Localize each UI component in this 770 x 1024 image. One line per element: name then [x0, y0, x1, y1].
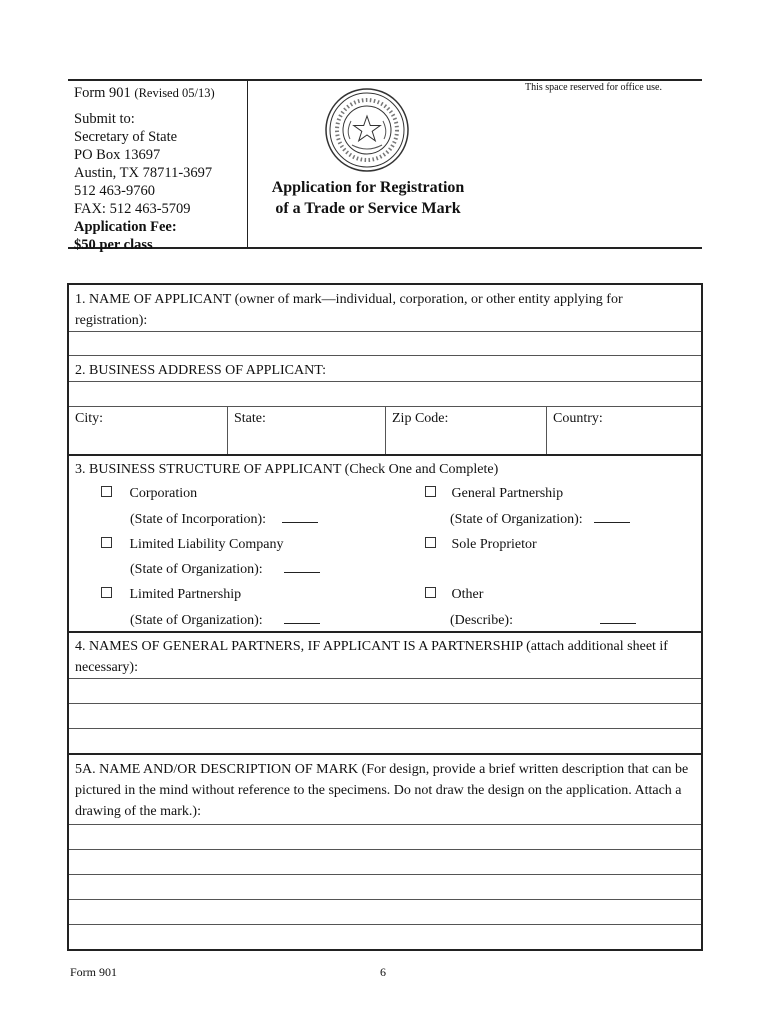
state-field[interactable] — [228, 407, 385, 454]
divider — [69, 355, 701, 356]
other-describe-line: (Describe): — [450, 611, 636, 630]
section-4-label: 4. NAMES OF GENERAL PARTNERS, IF APPLICANT IS A PARTNERSHIP (attach additional sheet if necessary): — [75, 639, 668, 675]
state-label: State: — [234, 411, 266, 426]
sole-proprietor-checkbox[interactable] — [425, 537, 436, 548]
option-llc: Limited Liability Company — [101, 536, 283, 554]
form-number-line — [74, 84, 247, 102]
limited-partnership-checkbox[interactable] — [101, 587, 112, 598]
section-divider — [69, 753, 701, 755]
form-number: Form 901 — [74, 85, 131, 101]
option-corporation: Corporation — [101, 485, 197, 503]
form-title — [258, 177, 478, 219]
office-name: Secretary of State — [74, 129, 178, 145]
zip-code-label: Zip Code: — [392, 411, 449, 426]
mark-description-line-5[interactable] — [69, 925, 701, 949]
corporation-checkbox[interactable] — [101, 486, 112, 497]
mark-description-line-2[interactable] — [69, 850, 701, 874]
mark-description-line-1[interactable] — [69, 825, 701, 849]
submit-to-label: Submit to: — [74, 111, 135, 127]
form-header — [68, 79, 702, 253]
partner-line-2[interactable] — [69, 704, 701, 728]
option-other: Other — [425, 586, 483, 604]
option-sole-proprietor: Sole Proprietor — [425, 536, 537, 554]
fee-label: Application Fee: — [74, 219, 177, 235]
country-field[interactable] — [547, 407, 701, 454]
city-field[interactable] — [69, 407, 227, 454]
lp-state-line: (State of Organization): — [130, 611, 320, 630]
option-limited-partnership: Limited Partnership — [101, 586, 241, 604]
gp-state-line: (State of Organization): — [450, 510, 630, 529]
other-checkbox[interactable] — [425, 587, 436, 598]
llc-checkbox[interactable] — [101, 537, 112, 548]
submission-info — [68, 81, 248, 253]
section-2-label: 2. BUSINESS ADDRESS OF APPLICANT: — [75, 363, 326, 378]
lp-state-blank[interactable] — [284, 611, 320, 624]
section-divider — [69, 631, 701, 633]
office-use-note: This space reserved for office use. — [525, 82, 662, 93]
fax-number: FAX: 512 463-5709 — [74, 201, 191, 217]
applicant-name-field[interactable] — [69, 332, 701, 355]
country-label: Country: — [553, 411, 603, 426]
po-box: PO Box 13697 — [74, 147, 161, 163]
partner-line-1[interactable] — [69, 679, 701, 703]
other-describe-blank[interactable] — [600, 611, 636, 624]
header-title-area — [248, 81, 702, 247]
section-divider — [69, 454, 701, 456]
section-1-label: 1. NAME OF APPLICANT (owner of mark—individual, corporation, or other entity applying for registration): — [75, 292, 623, 328]
form-title-line-2: of a Trade or Service Mark — [275, 200, 461, 217]
general-partnership-checkbox[interactable] — [425, 486, 436, 497]
state-seal-icon — [324, 87, 410, 173]
phone-number: 512 463-9760 — [74, 183, 155, 199]
revision-date: (Revised 05/13) — [134, 86, 215, 100]
business-address-field[interactable] — [69, 382, 701, 406]
application-form — [67, 283, 703, 951]
mark-description-line-3[interactable] — [69, 875, 701, 899]
corporation-state-line: (State of Incorporation): — [130, 510, 318, 529]
section-5a-label: 5A. NAME AND/OR DESCRIPTION OF MARK (For design, provide a brief written description that can be pictured in the mind without reference to the specimens. Do not draw the design on the application. Attach a drawing of the mark.): — [75, 762, 689, 819]
incorporation-state-blank[interactable] — [282, 510, 318, 523]
city-label: City: — [75, 411, 104, 426]
fee-value: $50 per class — [74, 237, 153, 253]
llc-state-line: (State of Organization): — [130, 560, 320, 579]
footer-form-label: Form 901 — [70, 965, 118, 979]
zip-code-field[interactable] — [386, 407, 546, 454]
partner-line-3[interactable] — [69, 729, 701, 753]
llc-state-blank[interactable] — [284, 560, 320, 573]
page-number: 6 — [380, 965, 386, 979]
form-title-line-1: Application for Registration — [271, 179, 465, 196]
section-3-label: 3. BUSINESS STRUCTURE OF APPLICANT (Check One and Complete) — [75, 462, 499, 477]
city-zip: Austin, TX 78711-3697 — [74, 165, 213, 181]
gp-state-blank[interactable] — [594, 510, 630, 523]
mark-description-line-4[interactable] — [69, 900, 701, 924]
option-general-partnership: General Partnership — [425, 485, 563, 503]
